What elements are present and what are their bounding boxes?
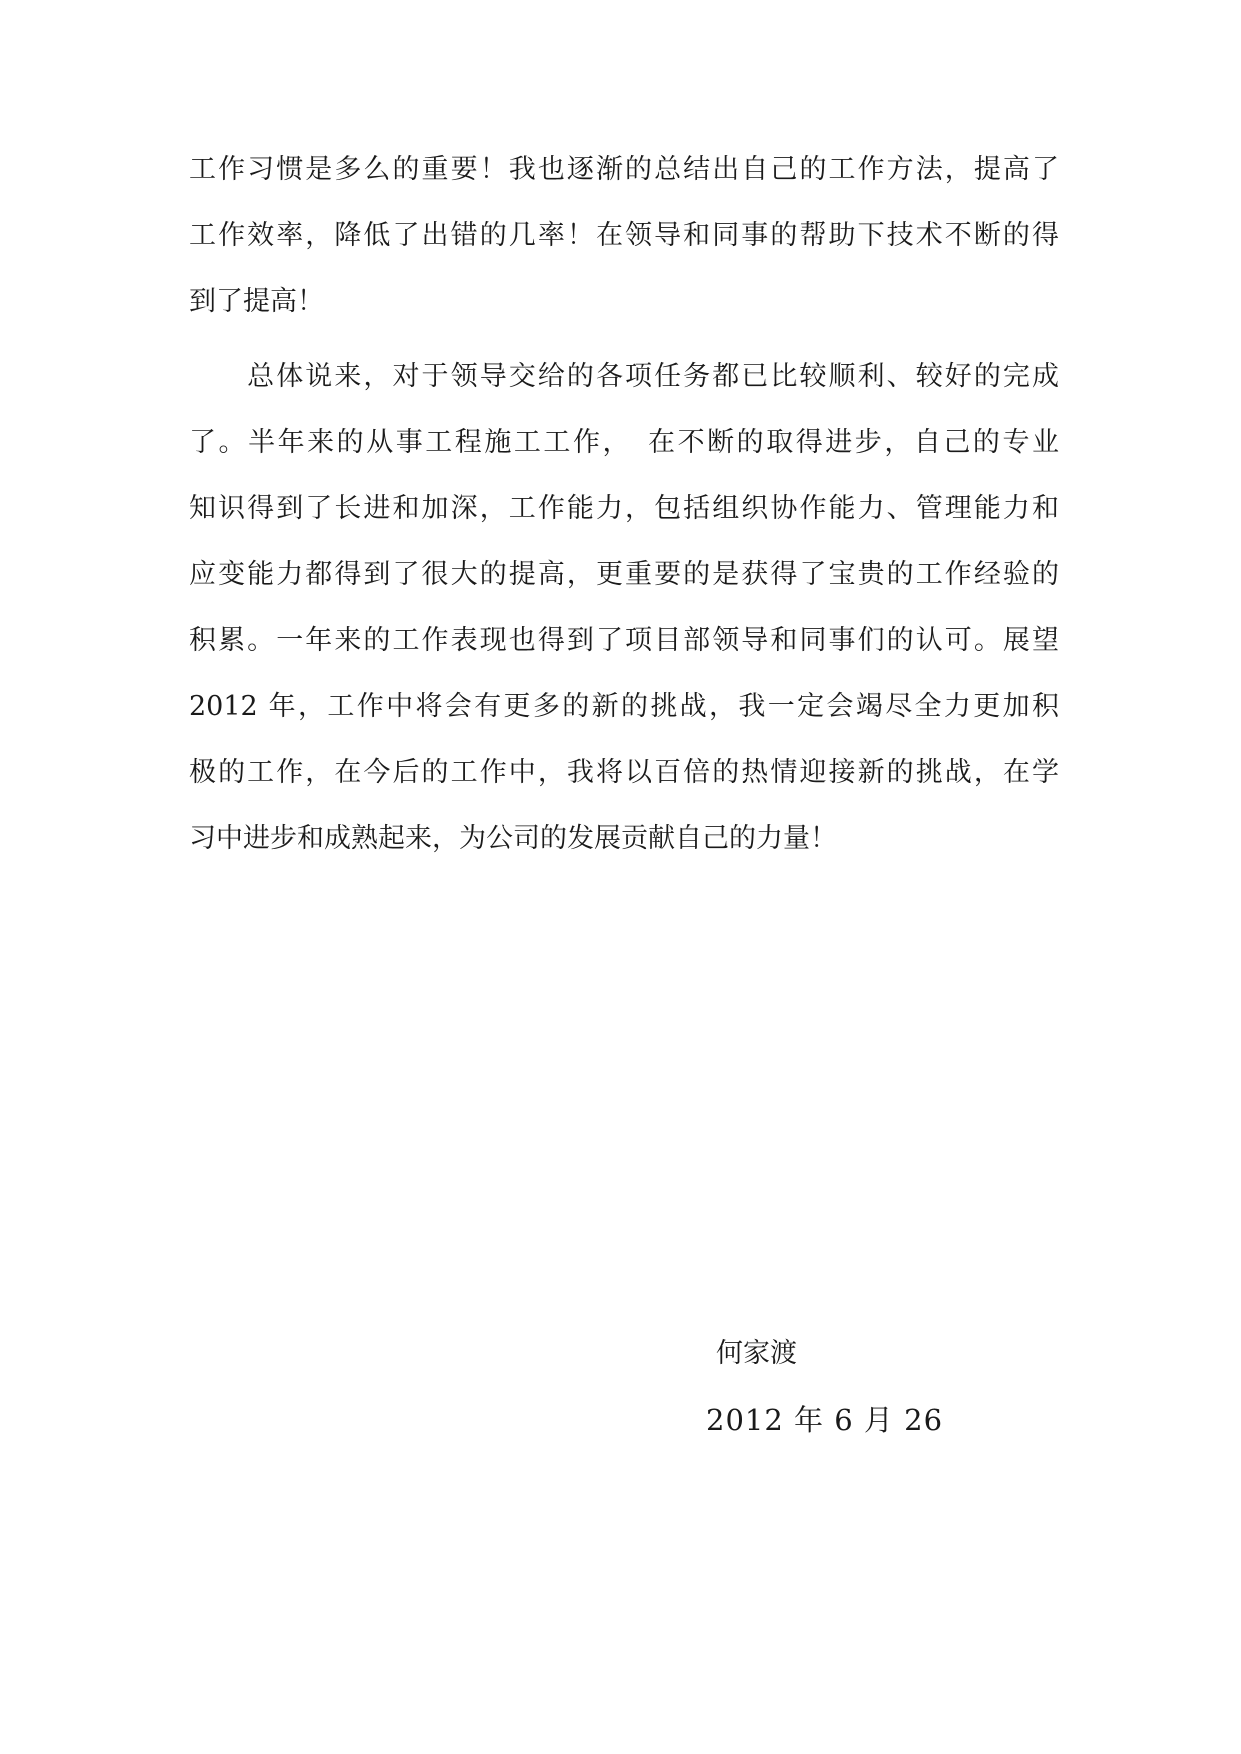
body-line: 极的工作，在今后的工作中，我将以百倍的热情迎接新的挑战，在学	[189, 757, 1059, 788]
body-line: 工作效率，降低了出错的几率！在领导和同事的帮助下技术不断的得	[189, 220, 1059, 251]
body-line: 知识得到了长进和加深，工作能力，包括组织协作能力、管理能力和	[189, 493, 1059, 524]
signature-date: 2012 年 6 月 26	[706, 1403, 944, 1437]
body-line: 了。半年来的从事工程施工工作， 在不断的取得进步，自己的专业	[189, 427, 1059, 458]
body-line: 习中进步和成熟起来，为公司的发展贡献自己的力量！	[189, 823, 837, 854]
body-line: 总体说来，对于领导交给的各项任务都已比较顺利、较好的完成	[189, 361, 1059, 392]
body-line: 积累。一年来的工作表现也得到了项目部领导和同事们的认可。展望	[189, 625, 1059, 656]
body-line: 2012 年，工作中将会有更多的新的挑战，我一定会竭尽全力更加积	[189, 691, 1059, 722]
signature-name: 何家渡	[716, 1338, 797, 1369]
body-line: 到了提高！	[189, 286, 324, 317]
body-line: 工作习惯是多么的重要！我也逐渐的总结出自己的工作方法，提高了	[189, 154, 1059, 185]
body-line: 应变能力都得到了很大的提高，更重要的是获得了宝贵的工作经验的	[189, 559, 1059, 590]
